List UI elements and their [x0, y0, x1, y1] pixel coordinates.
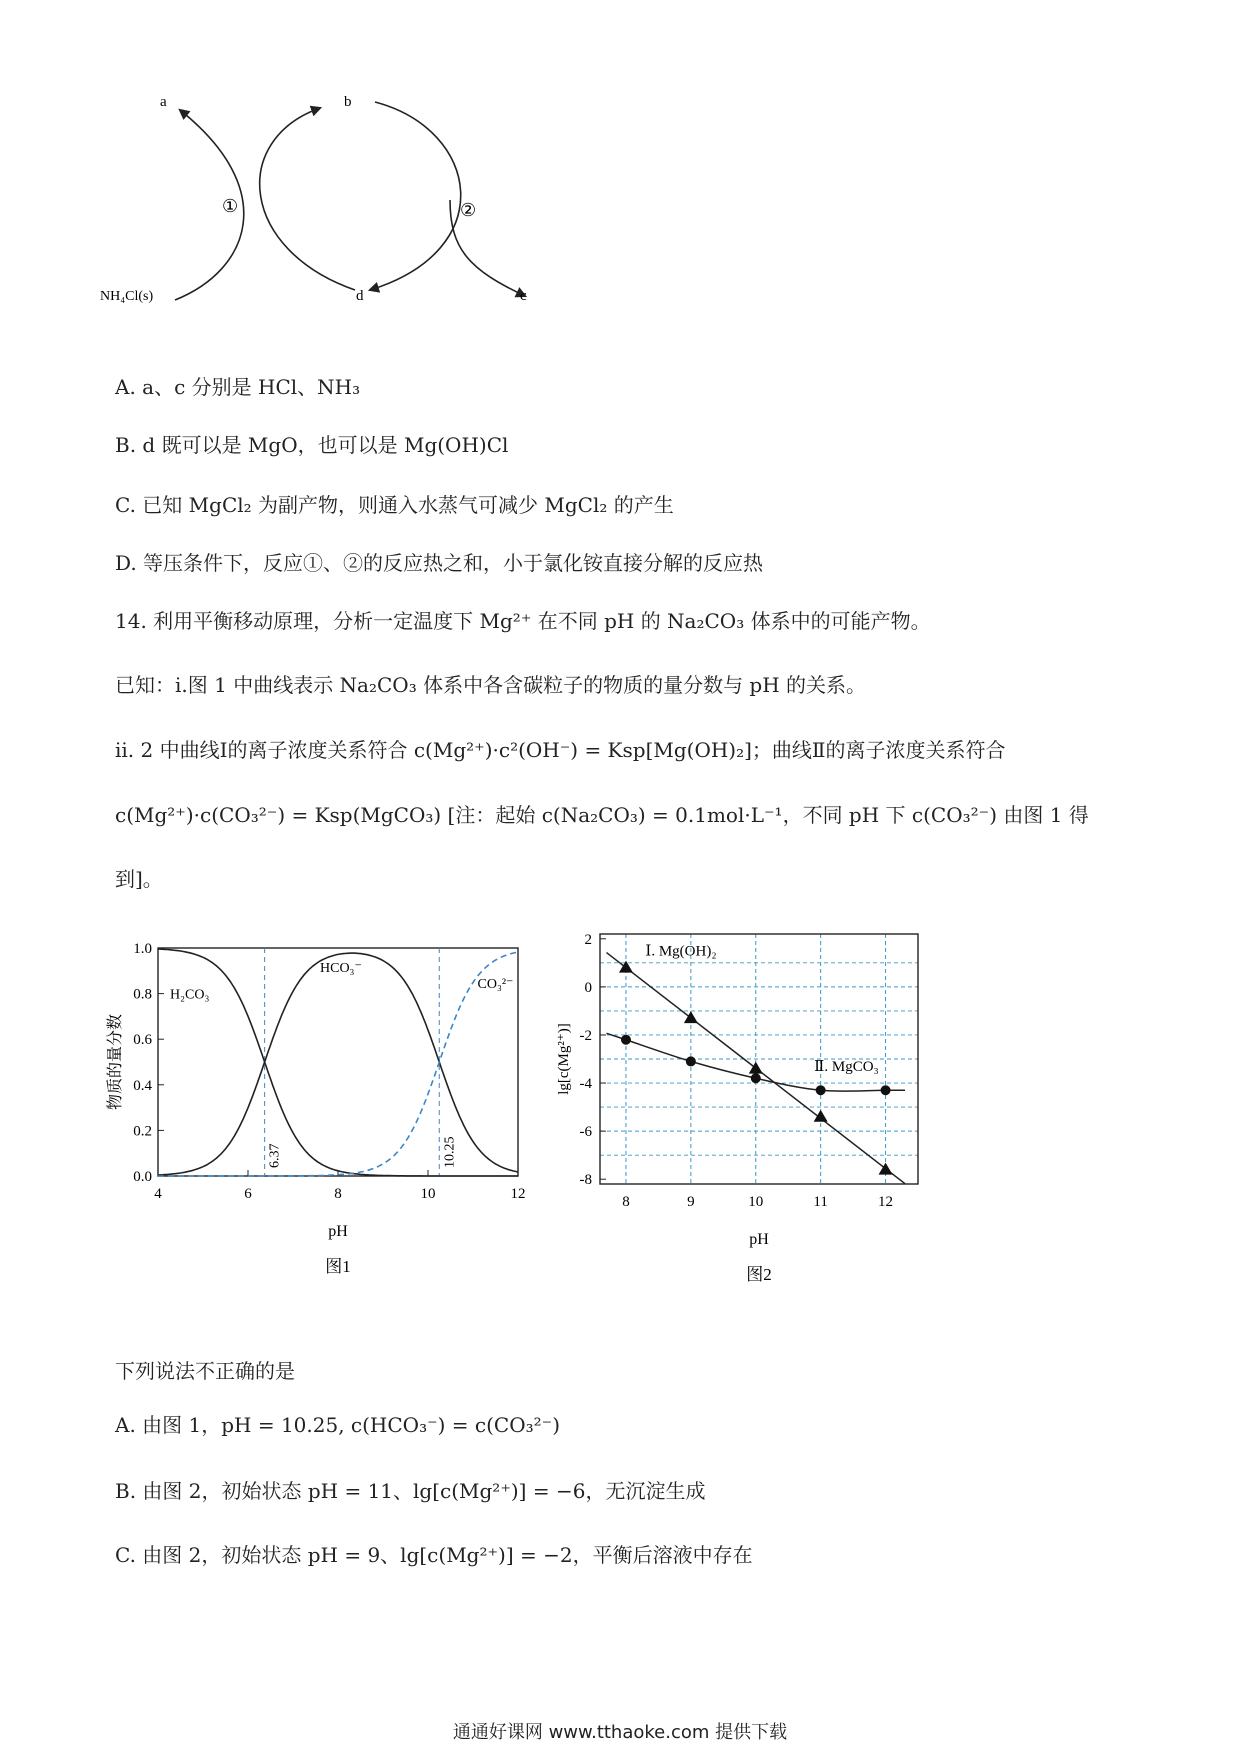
y-tick-label: 0.2 [133, 1123, 152, 1140]
q14-known-ii-2: c(Mg²⁺)·c(CO₃²⁻) = Ksp(MgCO₃) [注：起始 c(Na₂CO₃) = 0.1mol·L⁻¹，不同 pH 下 c(CO₃²⁻) 由图 1 得 [115, 803, 1089, 827]
q14-prompt: 下列说法不正确的是 [115, 1359, 295, 1383]
point-mgco3 [621, 1035, 631, 1045]
figure-2-chart [556, 920, 980, 1284]
label-a: a [160, 94, 167, 110]
label-step1: ① [222, 196, 239, 216]
point-mgco3 [751, 1073, 761, 1083]
q14-known-i: 已知：i.图 1 中曲线表示 Na₂CO₃ 体系中各含碳粒子的物质的量分数与 pH 的关系。 [115, 673, 867, 697]
x-tick-label: 12 [878, 1194, 894, 1210]
y-tick-label: 0.6 [133, 1032, 152, 1049]
y-axis-label: 物质的量分数 [107, 1013, 124, 1111]
y-tick-label: -6 [579, 1124, 592, 1141]
plot-frame [158, 948, 518, 1176]
x-tick-label: 6 [244, 1186, 252, 1202]
q13-option-b: B. d 既可以是 MgO，也可以是 Mg(OH)Cl [115, 433, 509, 457]
x-axis-label: pH [749, 1231, 769, 1248]
x-tick-label: 11 [813, 1194, 828, 1210]
x-tick-label: 10 [420, 1186, 436, 1202]
q14-option-c: C. 由图 2，初始状态 pH = 9、lg[c(Mg²⁺)] = −2，平衡后溶液中存在 [115, 1543, 753, 1567]
label-nh4cl: NH₄Cl(s) [100, 289, 154, 304]
q14-option-a: A. 由图 1，pH = 10.25, c(HCO₃⁻) = c(CO₃²⁻) [115, 1413, 561, 1437]
label-b: b [344, 94, 352, 110]
x-tick-label: 8 [622, 1194, 630, 1210]
x-axis-label: pH [328, 1223, 348, 1240]
label-d: d [356, 288, 364, 304]
y-axis-label: lg[c(Mg²⁺)] [556, 1023, 572, 1095]
pka-label: 6.37 [267, 1143, 283, 1168]
label-step2: ② [460, 200, 477, 220]
y-tick-label: 0 [584, 979, 592, 996]
q13-option-a: A. a、c 分别是 HCl、NH₃ [115, 375, 361, 399]
arrow-d-to-b [260, 108, 355, 290]
point-mgco3 [881, 1085, 891, 1095]
x-tick-label: 10 [748, 1194, 764, 1210]
point-mgoh2 [814, 1110, 828, 1122]
q14-stem: 14. 利用平衡移动原理，分析一定温度下 Mg²⁺ 在不同 pH 的 Na₂CO₃ 体系中的可能产物。 [115, 609, 931, 633]
point-mgco3 [686, 1056, 696, 1066]
x-tick-label: 8 [334, 1186, 342, 1202]
series-co3-curve [158, 952, 518, 1176]
footer-watermark: 通通好课网 www.tthaoke.com 提供下载 [452, 1722, 788, 1743]
figure-caption: 图1 [325, 1257, 351, 1276]
point-mgoh2 [684, 1011, 698, 1023]
y-tick-label: 2 [584, 931, 592, 948]
y-tick-label: -2 [579, 1027, 592, 1044]
reaction-cycle-diagram [100, 90, 620, 350]
y-tick-label: 0.0 [133, 1169, 152, 1185]
series-label-h2co3: H₂CO₃ [170, 987, 210, 1003]
q13-option-d: D. 等压条件下，反应①、②的反应热之和，小于氯化铵直接分解的反应热 [115, 551, 764, 575]
series-label-mgco3: Ⅱ. MgCO₃ [814, 1059, 879, 1076]
q13-option-c: C. 已知 MgCl₂ 为副产物，则通入水蒸气可减少 MgCl₂ 的产生 [115, 493, 674, 517]
y-tick-label: -4 [579, 1076, 592, 1093]
q14-known-ii-3: 到]。 [115, 867, 163, 891]
q14-option-b: B. 由图 2，初始状态 pH = 11、lg[c(Mg²⁺)] = −6，无沉淀生成 [115, 1479, 706, 1503]
series-label-mgoh2: Ⅰ. Mg(OH)₂ [645, 943, 717, 960]
y-tick-label: 1.0 [133, 941, 152, 957]
pka-label: 10.25 [442, 1136, 458, 1168]
x-tick-label: 4 [154, 1186, 162, 1202]
series-label-hco3: HCO₃⁻ [320, 961, 362, 976]
figure-caption: 图2 [746, 1265, 772, 1284]
x-tick-label: 9 [687, 1194, 695, 1210]
arrow-b-to-d [370, 102, 461, 290]
x-tick-label: 12 [510, 1186, 526, 1202]
y-tick-label: -8 [579, 1172, 592, 1189]
q14-known-ii-1: ii. 2 中曲线Ⅰ的离子浓度关系符合 c(Mg²⁺)·c²(OH⁻) = Ksp[Mg(OH)₂]；曲线Ⅱ的离子浓度关系符合 [115, 738, 1006, 762]
label-c: c [520, 288, 527, 304]
figure-1-chart [100, 930, 570, 1276]
y-tick-label: 0.4 [133, 1077, 152, 1094]
series-label-co3: CO₃²⁻ [477, 977, 514, 992]
series-hco3-curve [158, 953, 518, 1175]
series-h2co3-curve [158, 949, 518, 1176]
y-tick-label: 0.8 [133, 986, 152, 1003]
point-mgco3 [816, 1085, 826, 1095]
